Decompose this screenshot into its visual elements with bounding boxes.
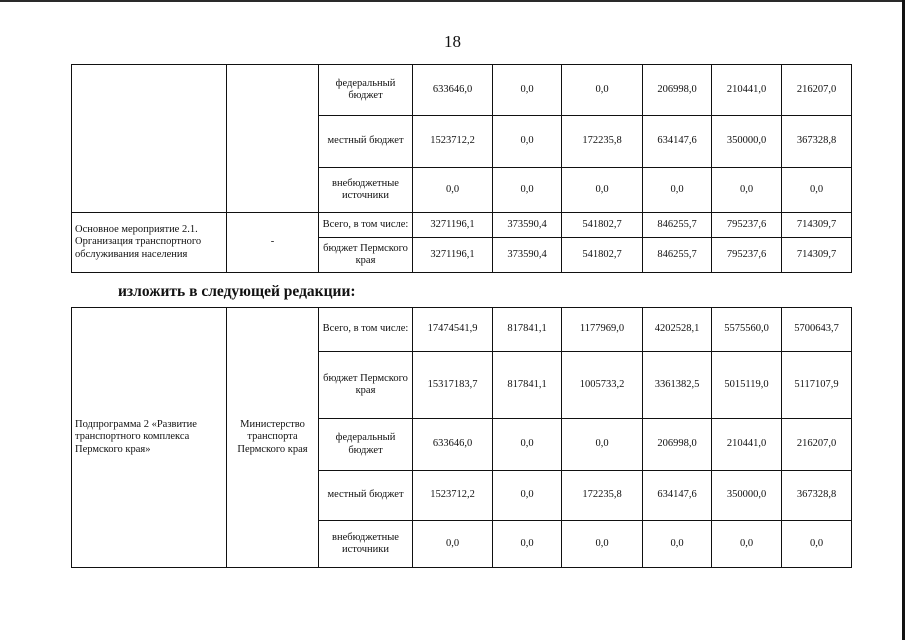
value-cell: 633646,0: [413, 65, 493, 116]
value-cell: 0,0: [562, 65, 643, 116]
value-cell: 0,0: [493, 168, 562, 213]
value-cell: 0,0: [643, 168, 712, 213]
value-cell: 17474541,9: [413, 308, 493, 352]
transition-text: изложить в следующей редакции:: [118, 283, 356, 300]
value-cell: 373590,4: [493, 238, 562, 273]
value-cell: 5015119,0: [712, 352, 782, 419]
value-cell: 633646,0: [413, 419, 493, 471]
value-cell: 5117107,9: [782, 352, 852, 419]
budget-table-old: [71, 64, 852, 273]
value-cell: 367328,8: [782, 471, 852, 521]
source-cell: внебюджетные источники: [319, 168, 413, 213]
value-cell: 5700643,7: [782, 308, 852, 352]
value-cell: 714309,7: [782, 213, 852, 238]
value-cell: 206998,0: [643, 419, 712, 471]
source-cell: федеральный бюджет: [319, 419, 413, 471]
responsible-cell: Министерство транспорта Пермского края: [227, 308, 319, 568]
value-cell: 541802,7: [562, 213, 643, 238]
value-cell: 3271196,1: [413, 213, 493, 238]
value-cell: 367328,8: [782, 116, 852, 168]
value-cell: 216207,0: [782, 419, 852, 471]
value-cell: 350000,0: [712, 471, 782, 521]
source-cell: федеральный бюджет: [319, 65, 413, 116]
source-cell: Всего, в том числе:: [319, 308, 413, 352]
value-cell: 1177969,0: [562, 308, 643, 352]
source-cell: местный бюджет: [319, 471, 413, 521]
value-cell: 1523712,2: [413, 471, 493, 521]
value-cell: 172235,8: [562, 471, 643, 521]
value-cell: 846255,7: [643, 238, 712, 273]
value-cell: 210441,0: [712, 65, 782, 116]
value-cell: 373590,4: [493, 213, 562, 238]
value-cell: 4202528,1: [643, 308, 712, 352]
value-cell: 1005733,2: [562, 352, 643, 419]
value-cell: 0,0: [413, 521, 493, 568]
value-cell: 0,0: [643, 521, 712, 568]
value-cell: 5575560,0: [712, 308, 782, 352]
value-cell: 3271196,1: [413, 238, 493, 273]
value-cell: 714309,7: [782, 238, 852, 273]
value-cell: 817841,1: [493, 352, 562, 419]
scan-edge-top: [0, 0, 905, 2]
value-cell: 0,0: [712, 521, 782, 568]
value-cell: 846255,7: [643, 213, 712, 238]
value-cell: 0,0: [782, 168, 852, 213]
table-row: [72, 65, 852, 116]
value-cell: 0,0: [562, 419, 643, 471]
value-cell: 350000,0: [712, 116, 782, 168]
source-cell: внебюджетные источники: [319, 521, 413, 568]
table-row: [72, 213, 852, 238]
value-cell: 216207,0: [782, 65, 852, 116]
source-cell: бюджет Пермского края: [319, 352, 413, 419]
value-cell: 0,0: [782, 521, 852, 568]
responsible-cell: [227, 65, 319, 213]
page-number: 18: [444, 32, 461, 51]
value-cell: 0,0: [493, 521, 562, 568]
value-cell: 0,0: [712, 168, 782, 213]
table-row: [72, 308, 852, 352]
value-cell: 0,0: [493, 471, 562, 521]
value-cell: 634147,6: [643, 116, 712, 168]
value-cell: 634147,6: [643, 471, 712, 521]
subprogram-name-cell: Подпрограмма 2 «Развитие транспортного комплекса Пермского края»: [72, 308, 227, 568]
budget-table-new: [71, 307, 852, 568]
name-cell: Основное мероприятие 2.1. Организация транспортного обслуживания населения: [72, 213, 227, 273]
value-cell: 172235,8: [562, 116, 643, 168]
value-cell: 0,0: [493, 419, 562, 471]
source-cell: местный бюджет: [319, 116, 413, 168]
value-cell: 3361382,5: [643, 352, 712, 419]
name-cell: [72, 65, 227, 213]
source-cell: бюджет Пермского края: [319, 238, 413, 273]
value-cell: 795237,6: [712, 238, 782, 273]
value-cell: 206998,0: [643, 65, 712, 116]
value-cell: 0,0: [493, 116, 562, 168]
value-cell: 0,0: [493, 65, 562, 116]
value-cell: 1523712,2: [413, 116, 493, 168]
value-cell: 541802,7: [562, 238, 643, 273]
value-cell: 210441,0: [712, 419, 782, 471]
value-cell: 0,0: [562, 521, 643, 568]
value-cell: 0,0: [413, 168, 493, 213]
value-cell: 15317183,7: [413, 352, 493, 419]
source-cell: Всего, в том числе:: [319, 213, 413, 238]
responsible-cell: -: [227, 213, 319, 273]
value-cell: 817841,1: [493, 308, 562, 352]
value-cell: 795237,6: [712, 213, 782, 238]
value-cell: 0,0: [562, 168, 643, 213]
